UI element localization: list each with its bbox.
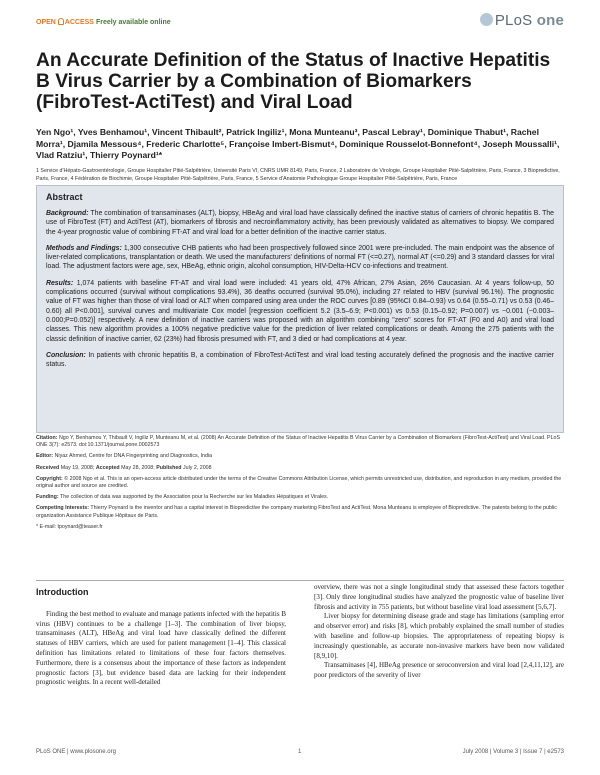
methods-text: 1,300 consecutive CHB patients who had been prospectively followed since 2001 were pre-included. The main endpoint was the absence of liver-related complications, transplantation or death. We used the manufacturers' definitions of normal FT (<=0.27), normal AT (<=0.29) and 3 standard classes for viral load. The adjustment factors were age, sex, HBeAg, ethnic origin, alcohol consumption, HIV-Delta-HCV co-infections and treatment. — [46, 244, 554, 271]
body-right-column — [314, 583, 564, 681]
article-metadata — [36, 435, 564, 535]
brand-one: one — [536, 12, 564, 29]
intro-paragraph: Finding the best method to evaluate and manage patients infected with the hepatitis B virus (HBV) continues to be a challenge [1–3]. The combination of liver biopsy, transaminases (ALT), HBeAg and viral load have classically defined the different statuses of HBV carriers, which are used for patient management [1–4]. This classical definition has limitations related to limitations of these four factors themselves. Furthermore, there is a consensus about the importance of these factors as independent prognostic factors [3], but evidence based data are lacking for their independent prognostic weights. In a recent well-detailed — [36, 609, 286, 687]
footer-issue: July 2008 | Volume 3 | Issue 7 | e2573 — [462, 749, 564, 755]
abstract-conclusion — [46, 351, 554, 370]
journal-logo — [480, 12, 564, 29]
abstract-results — [46, 279, 554, 344]
copyright-text: © 2008 Ngo et al. This is an open-access article distributed under the terms of the Creative Commons Attribution License, which permits unrestricted use, distribution, and reproduction in any medium, provided the original author and source are credited. — [36, 475, 562, 490]
dates — [36, 465, 564, 472]
editor — [36, 453, 564, 460]
top-bar — [36, 12, 564, 34]
open-access-lock-icon — [58, 18, 64, 25]
citation-label: Citation: — [36, 435, 58, 441]
published-label: Published — [156, 464, 182, 471]
body-paragraph: overview, there was not a single longitudinal study that assessed these factors together [3]. Only three longitudinal studies have analyzed the prognostic value of baseline liver fibrosis and activity in 755 patients, but without baseline viral load assessment [5,6,7]. — [314, 583, 564, 611]
funding-text: The collection of data was supported by the Association pour la Recherche sur les Maladies Hépatiques et Virales. — [60, 494, 329, 501]
body-paragraph: Transaminases [4], HBeAg presence or seroconversion and viral load [2,4,11,12], are poor predictors of the severity of liver — [314, 661, 564, 680]
author-list: Yen Ngo¹, Yves Benhamou¹, Vincent Thibault², Patrick Ingiliz¹, Mona Munteanu³, Pascal Lebray¹, Dominique Thabut¹, Rachel Morra¹, Djamila Messous⁴, Frederic Charlotte⁵, Françoise Imbert-Bismut⁴, Dominique Rousselot-Bonnefont⁴, Joseph Moussalli¹, Vlad Ratziu¹, Thierry Poynard¹* — [36, 127, 560, 160]
paper-title: An Accurate Definition of the Status of Inactive Hepatitis B Virus Carrier by a Combination of Biomarkers (FibroTest-ActiTest) and Viral Load — [36, 50, 551, 113]
section-divider — [36, 580, 564, 581]
editor-text: Niyaz Ahmed, Centre for DNA Fingerprinting and Diagnostics, India — [54, 453, 213, 460]
introduction-heading: Introduction — [36, 587, 89, 597]
conclusion-label: Conclusion: — [46, 351, 86, 359]
freely-available-note: Freely available online — [95, 19, 171, 26]
email: * E-mail: tpoynard@teaser.fr — [36, 523, 103, 530]
accepted-label: Accepted — [95, 464, 120, 471]
editor-label: Editor: — [36, 453, 54, 460]
competing-label: Competing Interests: — [36, 505, 89, 512]
results-label: Results: — [46, 279, 74, 287]
competing-text: Thierry Poynard is the inventor and has a capital interest in Biopredictive the company marketing FibroTest and ActiTest. Mona Munteanu is employee of Biopredictive. The patents belong to the public organization Assistance Publique Hôpitaux de Paris. — [36, 505, 557, 519]
body-paragraph: Liver biopsy for determining disease grade and stage has limitations (sampling error and observer error) and risks [8], which probably explained the small number of studies with baseline and follow-up biopsies. The appropriateness of repeating biopsy is increasingly questionable, as accurate non-invasive markers have been now validated [8,9,10]. — [314, 612, 564, 660]
accepted-date: May 28, 2008; — [121, 464, 155, 471]
competing-interests — [36, 505, 564, 519]
footer-journal: PLoS ONE | www.plosone.org — [36, 749, 116, 755]
results-text: 1,074 patients with baseline FT-AT and viral load were included: 41 years old, 47% African, 27% Asian, 26% Caucasian. At 4 years follow-up, 50 complications occurred (survival without complications 93.4%), 36 deaths occurred (survival 95.0%), including 27 related to HBV (survival 96.1%). The prognostic value of FT was higher than those of viral load or ALT when compared using area under the ROC curves [0.89 (95%CI 0.84–0.93) vs 0.64 (0.55–0.71) vs 0.53 (0.46–0.60) all P<0.001], survival curves and multivariate Cox model [regression coefficient 5.2 (3.5–6.9; P<0.001) vs 0.53 (0.15–0.92; P=0.007) vs −0.001 (−0.003–0.000;P=0.052)] respectively. A new definition of inactive carriers was proposed with an algorithm combining "zero" scores for FT-AT (F0 and A0) and viral load classes. This new algorithm provides a 100% negative predictive value for the prediction of liver related complications or death. Among the 275 patients with the classic definition of inactive carrier, 62 (23%) had fibrosis presumed with FT, and 3 died or had complications at 4 year. — [46, 279, 554, 343]
published-date: July 2, 2008 — [183, 464, 212, 471]
citation — [36, 435, 564, 449]
funding-label: Funding: — [36, 494, 59, 501]
footer-page-number: 1 — [298, 749, 302, 755]
access-label: ACCESS — [64, 19, 94, 26]
background-text: The combination of transaminases (ALT), biopsy, HBeAg and viral load have classically defined the inactive status of carriers of chronic hepatitis B. The use of FibroTest (FT) and ActiTest (AT), biomarkers of fibrosis and necroinflammatory activity, has been previously validated as alternatives to biopsy. We compared the 4-year prognostic value of combining FT-AT and viral load for a better definition of the inactive carrier status. — [46, 210, 554, 236]
methods-label: Methods and Findings: — [46, 244, 122, 252]
received-date: May 19, 2008; — [60, 464, 95, 471]
plos-logo-icon — [480, 13, 493, 26]
background-label: Background: — [46, 210, 89, 217]
open-label: OPEN — [36, 19, 56, 26]
abstract-heading: Abstract — [46, 192, 83, 202]
body-left-column — [36, 588, 286, 688]
open-access-banner — [36, 18, 171, 26]
abstract-background — [46, 209, 554, 237]
abstract-box — [36, 185, 564, 433]
abstract-methods — [46, 244, 554, 272]
funding — [36, 494, 564, 501]
affiliations: 1 Service d'Hépato-Gastroentérologie, Groupe Hospitalier Pitié-Salpêtrière, Université Paris VI, CNRS UMR 8149, Paris, France, 2 Laboratoire de Virologie, Groupe Hospitalier Pitié-Salpêtrière, Paris, France, 3 Biopredictive, Paris, France, 4 Fédération de Biochimie, Groupe Hospitalier Pitié-Salpêtrière, Paris, France, 5 Service d'Anatomie Pathologique Groupe Hospitalier Pitié-Salpêtrière, Paris, France — [36, 168, 560, 182]
copyright-label: Copyright: — [36, 475, 63, 482]
received-label: Received — [36, 464, 60, 471]
brand-plos: PLoS — [494, 12, 533, 29]
citation-text: Ngo Y, Benhamou Y, Thibault V, Ingiliz P, Munteanu M, et al. (2008) An Accurate Definition of the Status of Inactive Hepatitis B Virus Carrier by a Combination of Biomarkers (FibroTest-ActiTest) and Viral Load. PLoS ONE 3(7): e2573. doi:10.1371/journal.pone.0002573 — [36, 435, 560, 449]
conclusion-text: In patients with chronic hepatitis B, a combination of FibroTest-ActiTest and viral load testing accurately defined the prognosis and the inactive carrier status. — [46, 351, 554, 369]
copyright — [36, 476, 564, 490]
